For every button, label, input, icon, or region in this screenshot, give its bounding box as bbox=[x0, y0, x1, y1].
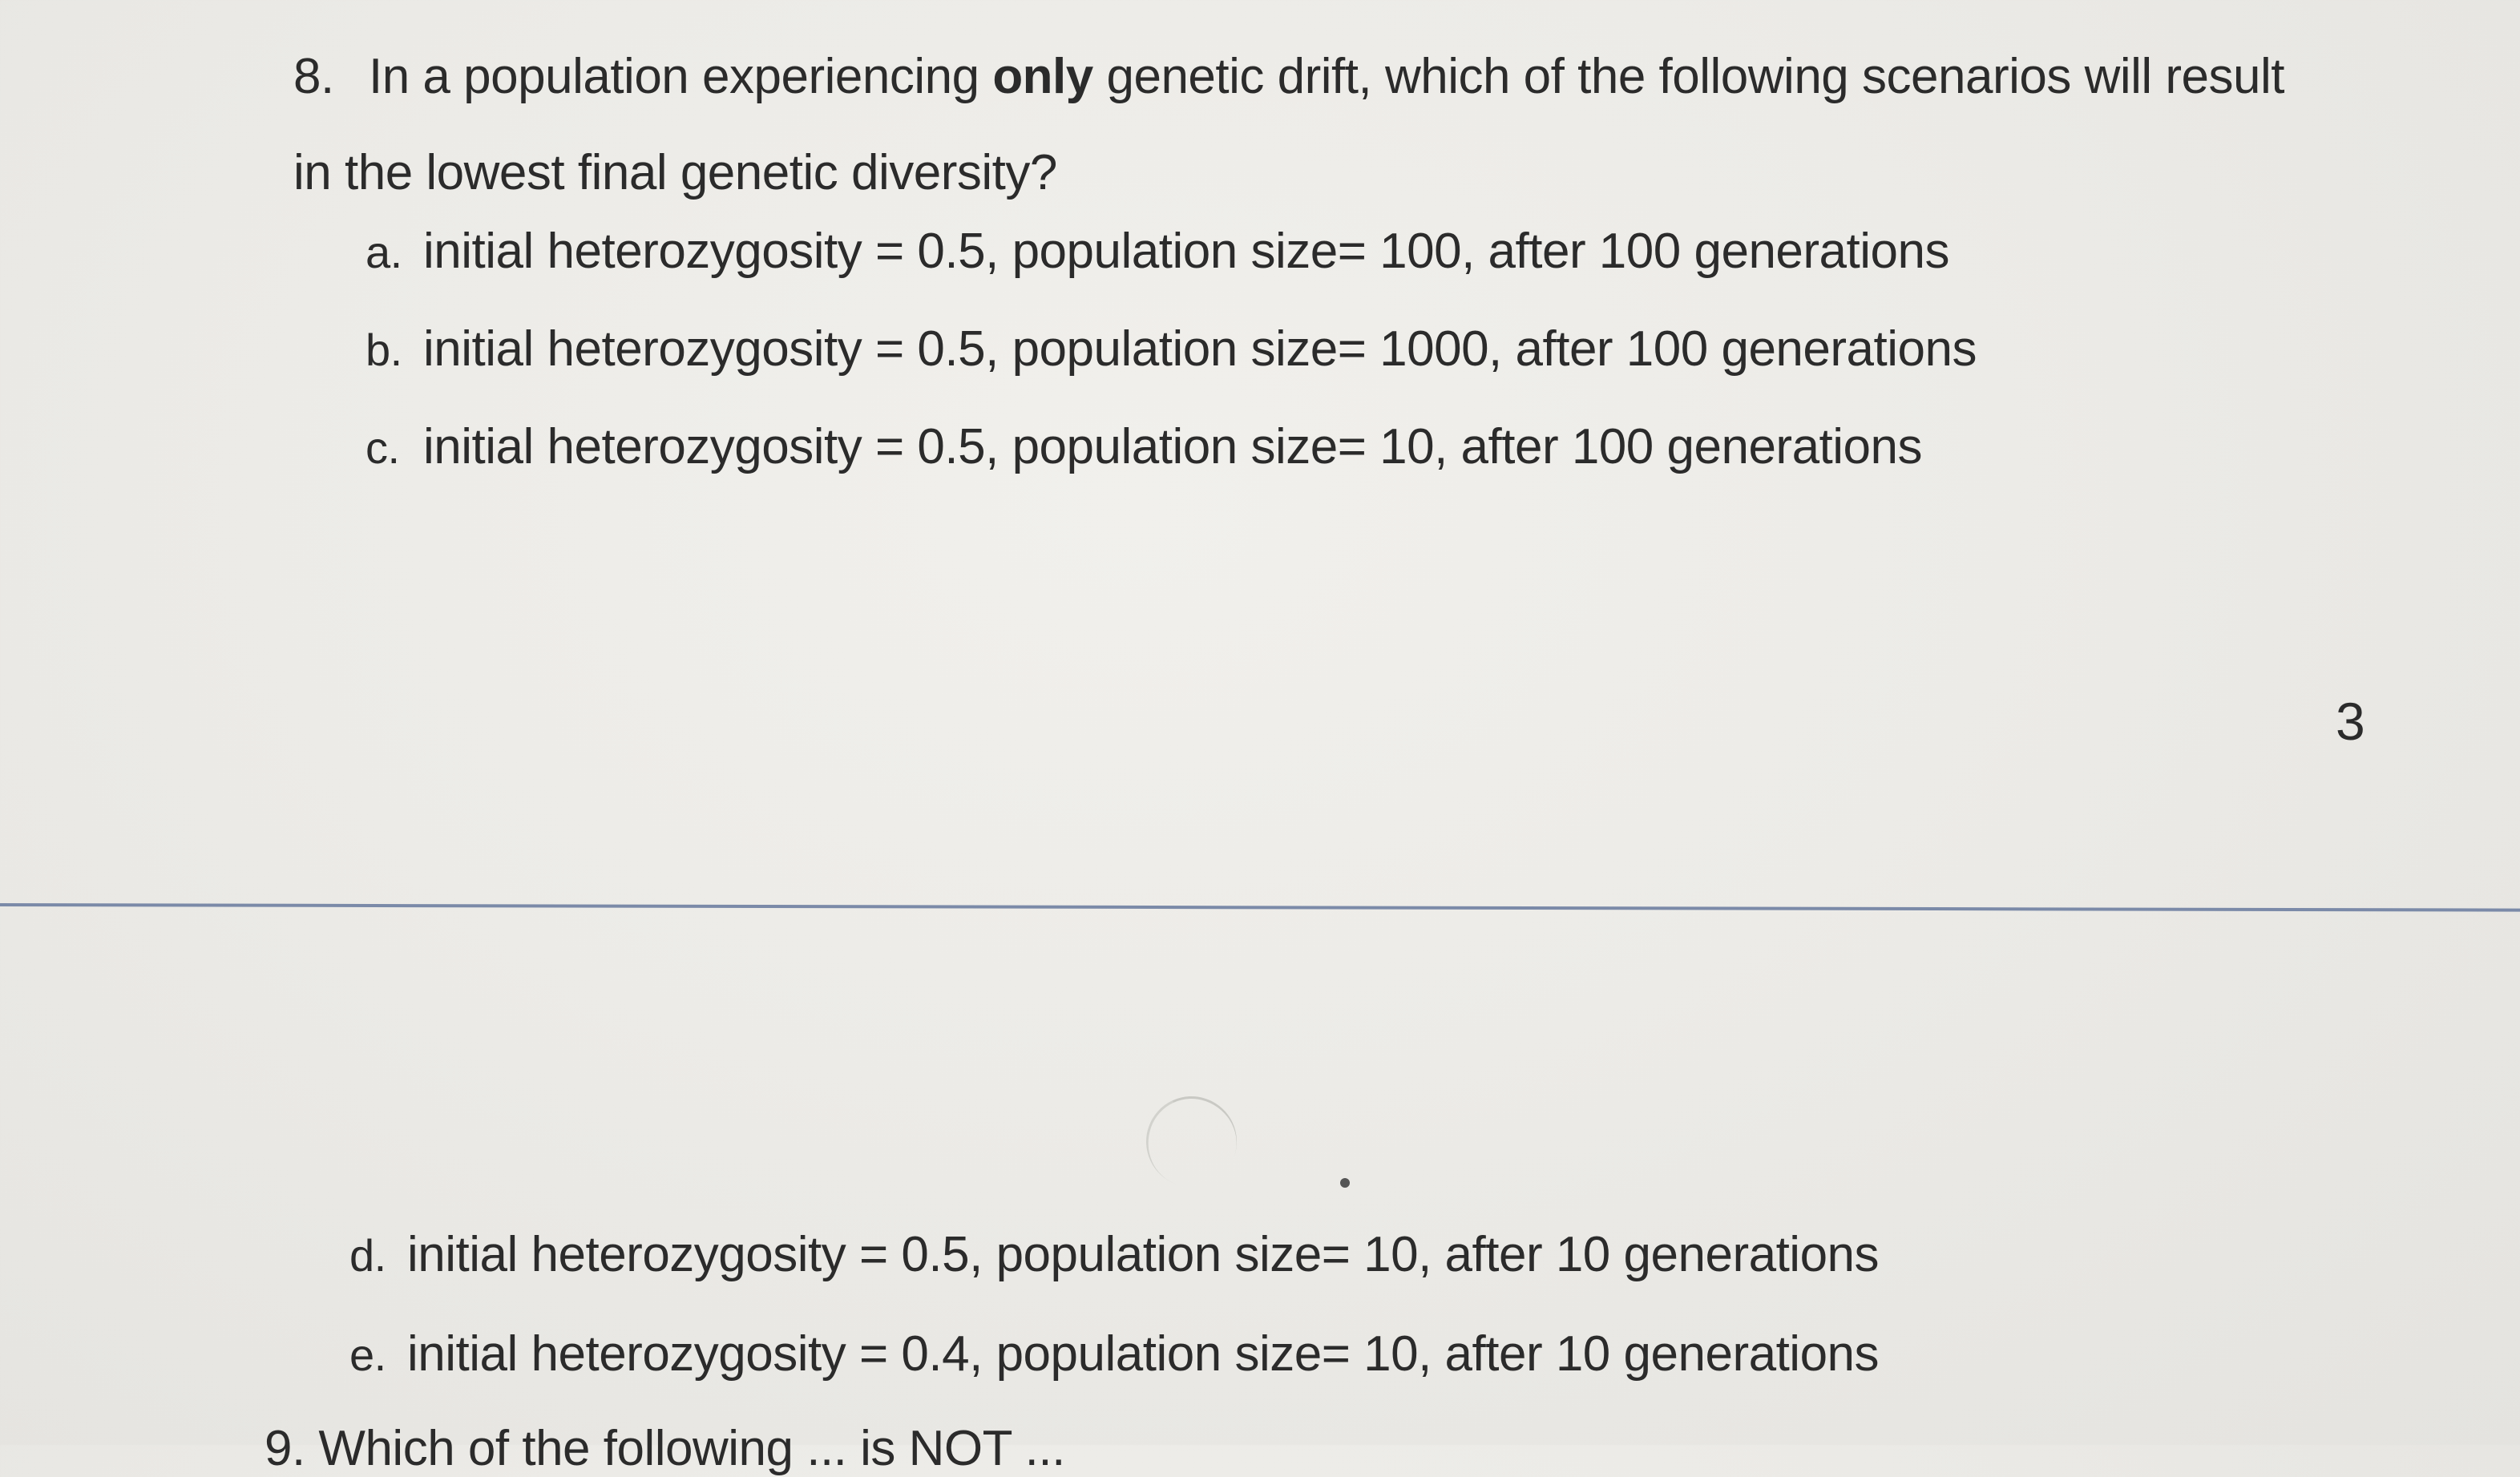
question-number: 8. bbox=[293, 49, 334, 104]
page-number: 3 bbox=[2336, 692, 2365, 751]
option-text: initial heterozygosity = 0.4, population size= 10, after 10 generations bbox=[407, 1326, 1880, 1382]
option-e bbox=[349, 1326, 1879, 1382]
option-letter: b. bbox=[365, 325, 402, 375]
option-text: initial heterozygosity = 0.5, population size= 10, after 10 generations bbox=[407, 1227, 1880, 1282]
question-text-line2: in the lowest final genetic diversity? bbox=[293, 145, 1057, 200]
option-d bbox=[349, 1226, 1879, 1283]
option-text: initial heterozygosity = 0.5, population size= 1000, after 100 generations bbox=[423, 321, 1977, 377]
paper-dot bbox=[1340, 1178, 1350, 1188]
option-letter: d. bbox=[349, 1230, 386, 1281]
option-text: initial heterozygosity = 0.5, population size= 100, after 100 generations bbox=[423, 224, 1949, 279]
question-text-before: In a population experiencing bbox=[369, 49, 993, 104]
option-c bbox=[365, 418, 1922, 475]
page-divider bbox=[0, 903, 2520, 912]
option-letter: a. bbox=[365, 227, 402, 277]
question-text-bold: only bbox=[992, 49, 1093, 104]
question-line-1 bbox=[293, 29, 2377, 125]
option-letter: e. bbox=[349, 1330, 386, 1380]
option-b bbox=[365, 321, 1977, 377]
option-a bbox=[365, 223, 1949, 280]
question-text-after: genetic drift, which of the following scenarios will result bbox=[1092, 49, 2285, 104]
question-line-2 bbox=[293, 125, 2377, 221]
question-8 bbox=[293, 29, 2377, 221]
paper-mark bbox=[1133, 1084, 1250, 1200]
option-text: initial heterozygosity = 0.5, population size= 10, after 100 generations bbox=[423, 419, 1923, 474]
next-question-cutoff: 9. Which of the following ... is NOT ... bbox=[265, 1421, 1065, 1476]
option-letter: c. bbox=[365, 422, 400, 473]
